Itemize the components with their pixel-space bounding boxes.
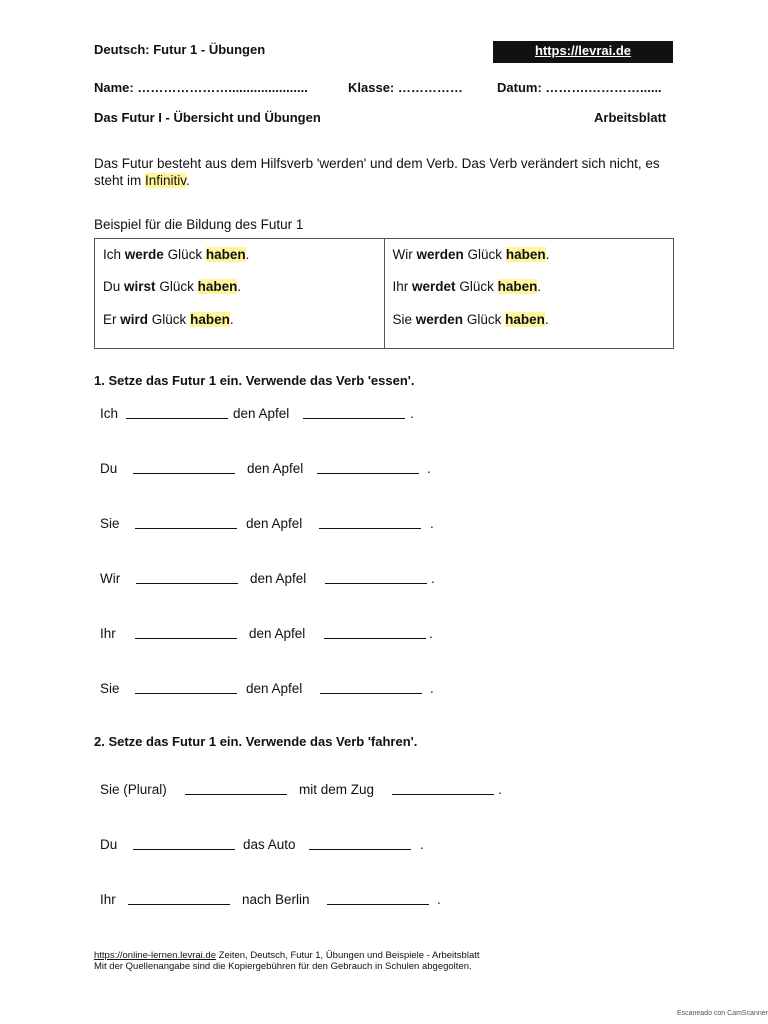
exercise-phrase: den Apfel [250,571,307,586]
sentence-period: . [430,681,434,696]
example-auxiliary: werdet [412,279,456,294]
example-row: Sie werden Glück haben. [392,312,549,327]
answer-blank-verb[interactable] [309,839,411,850]
example-verb: haben [197,279,238,294]
example-verb: haben [505,247,546,262]
sentence-period: . [429,626,433,641]
answer-blank-verb[interactable] [392,784,494,795]
sentence-period: . [430,516,434,531]
footer-line2: Mit der Quellenangabe sind die Kopiergebühren für den Gebrauch in Schulen abgegolten. [94,961,472,972]
exercise-subject: Du [100,461,118,476]
exercise-subject: Sie (Plural) [100,782,167,797]
example-pronoun: Sie [392,312,413,327]
example-object: Glück [151,312,187,327]
answer-blank-verb[interactable] [303,408,405,419]
example-auxiliary: werden [416,247,464,262]
example-object: Glück [459,279,494,294]
example-auxiliary: werde [124,247,164,262]
sentence-period: . [420,837,424,852]
example-table [94,238,674,349]
exercise-subject: Wir [100,571,121,586]
example-verb: haben [505,312,545,327]
sentence-period: . [437,892,441,907]
example-pronoun: Wir [392,247,413,262]
name-field-label: Name: …………………...................... [94,80,308,95]
exercise-phrase: nach Berlin [242,892,310,907]
datum-field-label: Datum: ……….…………...... [497,80,662,95]
example-object: Glück [467,247,503,262]
exercise-phrase: den Apfel [233,406,290,421]
site-url-link[interactable]: https://levrai.de [493,41,673,63]
exercise-subject: Ich [100,406,119,421]
example-object: Glück [159,279,194,294]
answer-blank-verb[interactable] [317,463,419,474]
sentence-period: . [431,571,435,586]
example-verb: haben [190,312,230,327]
exercise1-title: 1. Setze das Futur 1 ein. Verwende das Verb 'essen'. [94,373,415,388]
exercise-subject: Du [100,837,118,852]
worksheet-label: Arbeitsblatt [594,110,667,125]
answer-blank-auxiliary[interactable] [126,408,228,419]
example-row: Er wird Glück haben. [103,312,234,327]
answer-blank-auxiliary[interactable] [185,784,287,795]
example-row: Ihr werdet Glück haben. [392,279,542,294]
example-pronoun: Er [103,312,117,327]
example-verb: haben [497,279,538,294]
answer-blank-verb[interactable] [319,518,421,529]
exercise-subject: Sie [100,516,120,531]
intro-paragraph: Das Futur besteht aus dem Hilfsverb 'werden' und dem Verb. Das Verb verändert sich nicht, es steht im Infinitiv. [94,156,660,188]
answer-blank-auxiliary[interactable] [135,518,237,529]
exercise2-title: 2. Setze das Futur 1 ein. Verwende das Verb 'fahren'. [94,734,418,749]
example-row: Wir werden Glück haben. [392,247,550,262]
example-pronoun: Ihr [392,279,409,294]
example-row: Ich werde Glück haben. [103,247,250,262]
answer-blank-auxiliary[interactable] [128,894,230,905]
klasse-field-label: Klasse: …………… [348,80,463,95]
answer-blank-auxiliary[interactable] [135,628,237,639]
sentence-period: . [427,461,431,476]
example-column-singular [95,239,384,348]
exercise-subject: Ihr [100,892,116,907]
example-row: Du wirst Glück haben. [103,279,242,294]
exercise-subject: Sie [100,681,120,696]
exercise-phrase: mit dem Zug [299,782,375,797]
example-object: Glück [466,312,502,327]
example-caption: Beispiel für die Bildung des Futur 1 [94,217,304,232]
answer-blank-auxiliary[interactable] [136,573,238,584]
example-verb: haben [205,247,246,262]
example-auxiliary: wird [120,312,149,327]
example-auxiliary: werden [415,312,464,327]
answer-blank-verb[interactable] [327,894,429,905]
exercise-phrase: den Apfel [247,461,304,476]
exercise-phrase: den Apfel [246,681,303,696]
footer-link[interactable]: https://online-lernen.levrai.de [94,950,216,961]
sentence-period: . [498,782,502,797]
example-pronoun: Ich [103,247,122,262]
answer-blank-verb[interactable] [325,573,427,584]
infinitiv-highlight: Infinitiv [145,173,187,188]
answer-blank-auxiliary[interactable] [133,839,235,850]
example-object: Glück [167,247,203,262]
section-subtitle: Das Futur I - Übersicht und Übungen [94,110,321,125]
scanner-watermark: Escaneado con CamScanner [676,1010,768,1017]
exercise-subject: Ihr [100,626,116,641]
example-pronoun: Du [103,279,121,294]
worksheet-title: Deutsch: Futur 1 - Übungen [94,42,266,57]
footer-line1: Zeiten, Deutsch, Futur 1, Übungen und Beispiele - Arbeitsblatt [216,950,480,961]
exercise-phrase: den Apfel [249,626,306,641]
example-column-plural [384,239,674,348]
exercise-phrase: das Auto [243,837,296,852]
example-auxiliary: wirst [124,279,156,294]
answer-blank-auxiliary[interactable] [135,683,237,694]
answer-blank-verb[interactable] [320,683,422,694]
answer-blank-auxiliary[interactable] [133,463,235,474]
exercise-phrase: den Apfel [246,516,303,531]
footer [94,950,480,972]
answer-blank-verb[interactable] [324,628,426,639]
sentence-period: . [410,406,414,421]
